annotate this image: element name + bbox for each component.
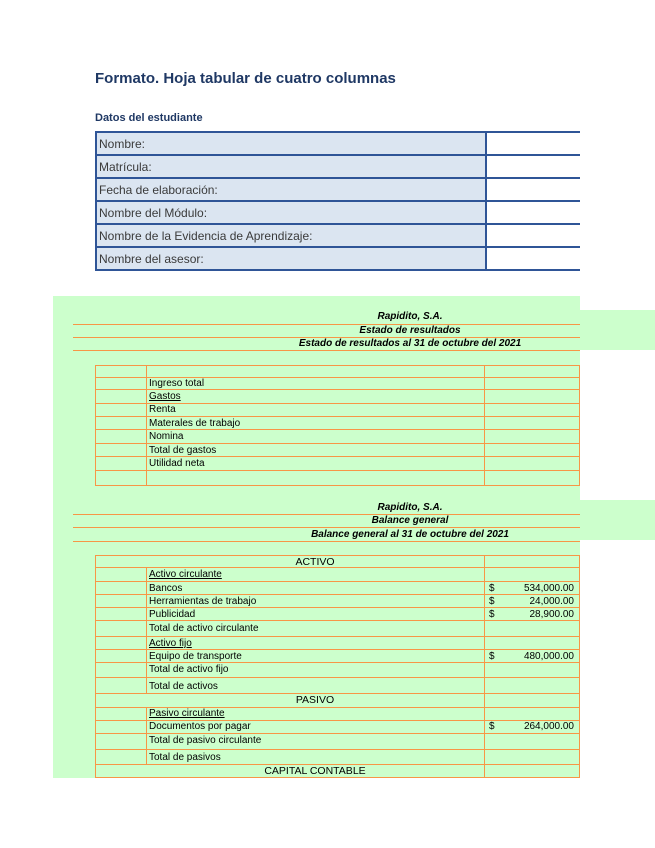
divider [73, 350, 580, 351]
bancos-currency: $ [489, 583, 495, 594]
activo-title: ACTIVO [295, 556, 335, 568]
income-row-gastos: Gastos [149, 391, 181, 402]
herramientas-amount: 24,000.00 [529, 596, 574, 607]
income-row-materiales: Materales de trabajo [149, 418, 241, 429]
student-row-date [96, 178, 580, 201]
advisor-field[interactable] [486, 247, 580, 270]
income-row-ingreso: Ingreso total [149, 378, 205, 389]
publicidad-amount: 28,900.00 [529, 609, 574, 620]
publicidad-label: Publicidad [149, 609, 196, 620]
documentos-currency: $ [489, 721, 495, 732]
total-activo-circulante: Total de activo circulante [149, 623, 259, 634]
evidence-field[interactable] [486, 224, 580, 247]
field-label: Nombre: [96, 132, 486, 155]
student-data-table [95, 131, 580, 271]
student-row-module [96, 201, 580, 224]
field-label: Nombre del asesor: [96, 247, 486, 270]
student-section-heading: Datos del estudiante [95, 112, 203, 124]
income-row-utilidad: Utilidad neta [149, 458, 205, 469]
field-label: Nombre de la Evidencia de Aprendizaje: [96, 224, 486, 247]
income-row-renta: Renta [149, 404, 176, 415]
herramientas-label: Herramientas de trabajo [149, 596, 257, 607]
total-pasivo-circulante: Total de pasivo circulante [149, 735, 262, 746]
income-period: Estado de resultados al 31 de octubre del 2021 [298, 338, 522, 349]
equipo-amount: 480,000.00 [523, 651, 574, 662]
activo-circulante-label: Activo circulante [149, 569, 222, 580]
capital-contable-title: CAPITAL CONTABLE [264, 765, 366, 777]
total-activos: Total de activos [149, 681, 218, 692]
page-title: Formato. Hoja tabular de cuatro columnas [95, 70, 396, 87]
total-activo-fijo: Total de activo fijo [149, 664, 229, 675]
balance-statement-name: Balance general [371, 515, 449, 526]
bancos-amount: 534,000.00 [523, 583, 574, 594]
balance-period: Balance general al 31 de octubre del 2021 [311, 529, 509, 540]
name-field[interactable] [486, 132, 580, 155]
bancos-label: Bancos [149, 583, 183, 594]
sheet-side-band [580, 310, 655, 350]
pasivo-circulante-label: Pasivo circulante [149, 708, 225, 719]
field-label: Fecha de elaboración: [96, 178, 486, 201]
herramientas-currency: $ [489, 596, 495, 607]
sheet-side-band [580, 500, 655, 540]
balance-company: Rapidito, S.A. [377, 502, 443, 513]
activo-fijo-label: Activo fijo [149, 638, 192, 649]
field-label: Matrícula: [96, 155, 486, 178]
module-field[interactable] [486, 201, 580, 224]
equipo-currency: $ [489, 651, 495, 662]
student-row-name [96, 132, 580, 155]
field-label: Nombre del Módulo: [96, 201, 486, 224]
total-pasivos: Total de pasivos [149, 752, 221, 763]
documentos-label: Documentos por pagar [149, 721, 251, 732]
publicidad-currency: $ [489, 609, 495, 620]
income-company: Rapidito, S.A. [377, 311, 443, 322]
student-row-evidence [96, 224, 580, 247]
pasivo-title: PASIVO [295, 694, 335, 706]
income-statement-name: Estado de resultados [359, 325, 461, 336]
equipo-label: Equipo de transporte [149, 651, 242, 662]
date-field[interactable] [486, 178, 580, 201]
income-row-nomina: Nomina [149, 431, 184, 442]
student-row-advisor [96, 247, 580, 270]
income-row-total-gastos: Total de gastos [149, 445, 217, 456]
student-row-matricula [96, 155, 580, 178]
documentos-amount: 264,000.00 [523, 721, 574, 732]
matricula-field[interactable] [486, 155, 580, 178]
